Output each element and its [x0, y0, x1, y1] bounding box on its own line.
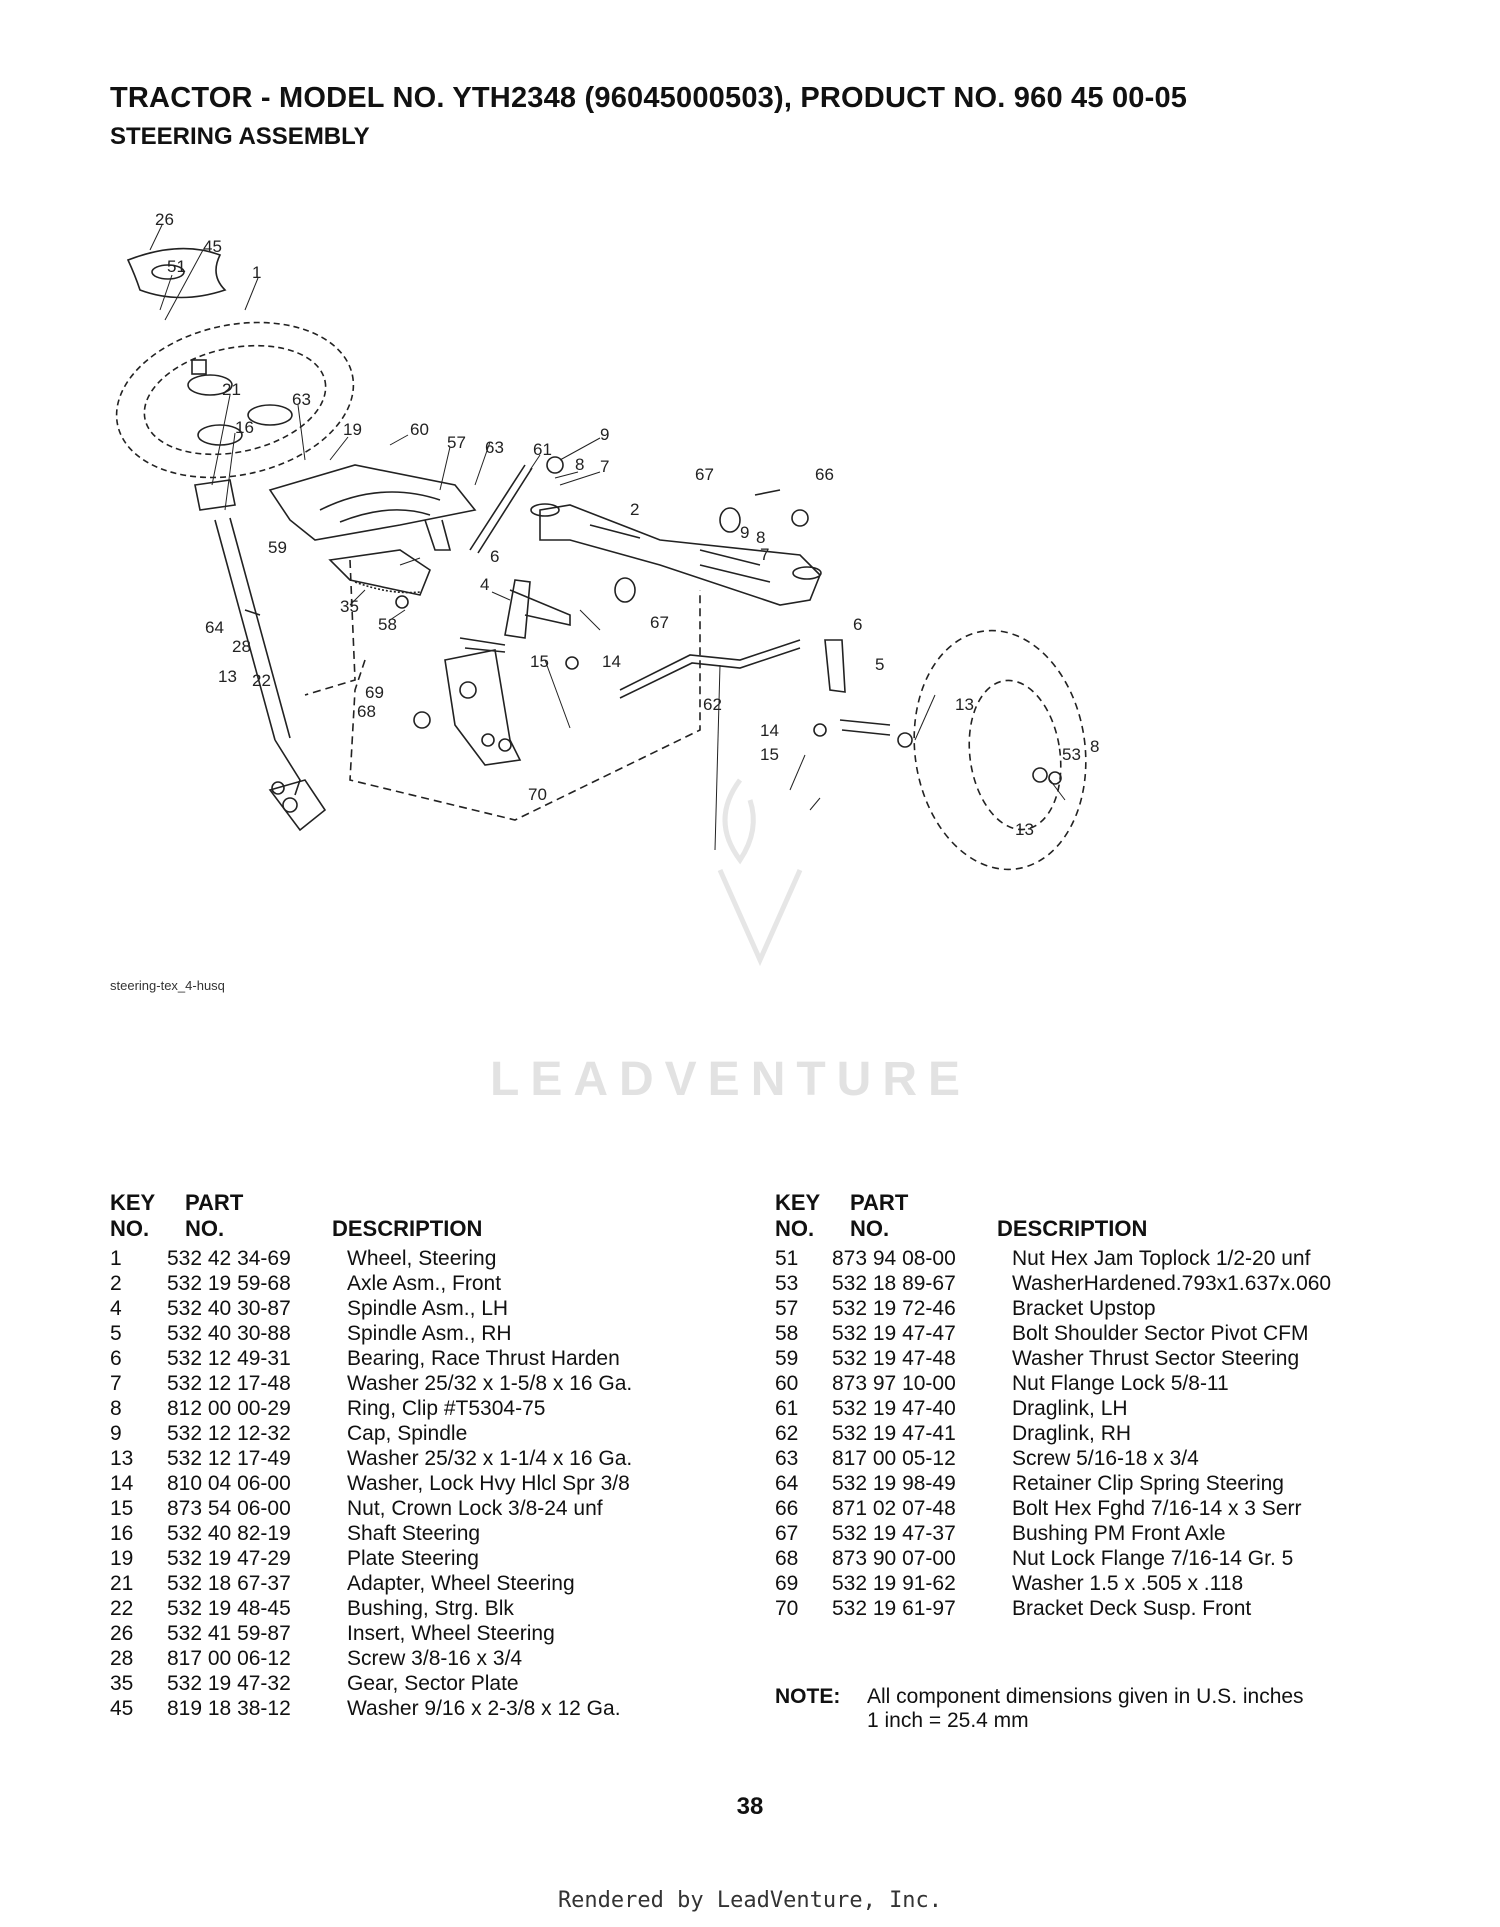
part-header-no: NO.: [185, 1216, 225, 1241]
key-no: 26: [110, 1622, 134, 1645]
part-no: 810 04 06-00: [167, 1472, 291, 1495]
key-no: 5: [110, 1322, 122, 1345]
part-no: 532 40 30-87: [167, 1297, 291, 1320]
part-no: 532 18 67-37: [167, 1572, 291, 1595]
key-header-no: NO.: [110, 1216, 150, 1241]
key-no: 66: [775, 1497, 799, 1520]
part-description: Insert, Wheel Steering: [347, 1622, 555, 1645]
page-title: TRACTOR - MODEL NO. YTH2348 (96045000503), PRODUCT NO. 960 45 00-05: [110, 82, 1188, 114]
callout: 22: [252, 671, 271, 690]
key-header: KEY: [110, 1190, 156, 1215]
part-description: Gear, Sector Plate: [347, 1672, 519, 1695]
part-no: 532 19 47-48: [832, 1347, 956, 1370]
part-no: 812 00 00-29: [167, 1397, 291, 1420]
note-line-2: 1 inch = 25.4 mm: [867, 1709, 1029, 1732]
callout: 13: [955, 695, 974, 714]
part-description: Nut, Crown Lock 3/8-24 unf: [347, 1497, 603, 1520]
part-header-no: NO.: [850, 1216, 890, 1241]
callout: 15: [530, 652, 549, 671]
callout: 59: [268, 538, 287, 557]
callout: 60: [410, 420, 429, 439]
callout: 13: [1015, 820, 1034, 839]
key-no: 63: [775, 1447, 799, 1470]
part-description: Retainer Clip Spring Steering: [1012, 1472, 1284, 1495]
part-description: Draglink, LH: [1012, 1397, 1128, 1420]
callout: 45: [203, 237, 222, 256]
watermark: LEADVENTURE: [490, 1053, 972, 1106]
part-no: 532 18 89-67: [832, 1272, 956, 1295]
callout: 67: [650, 613, 669, 632]
part-no: 532 19 91-62: [832, 1572, 956, 1595]
footer-credit: Rendered by LeadVenture, Inc.: [557, 1888, 943, 1913]
part-description: Bracket Upstop: [1012, 1297, 1156, 1320]
key-no: 57: [775, 1297, 799, 1320]
part-no: 873 90 07-00: [832, 1547, 956, 1570]
key-no: 58: [775, 1322, 799, 1345]
key-no: 35: [110, 1672, 134, 1695]
part-description: Washer 25/32 x 1-5/8 x 16 Ga.: [347, 1372, 633, 1395]
key-no: 19: [110, 1547, 134, 1570]
part-description: Spindle Asm., RH: [347, 1322, 512, 1345]
key-header: KEY: [775, 1190, 821, 1215]
part-description: Plate Steering: [347, 1547, 479, 1570]
part-no: 532 19 98-49: [832, 1472, 956, 1495]
key-no: 68: [775, 1547, 799, 1570]
part-no: 532 19 72-46: [832, 1297, 956, 1320]
callout: 6: [490, 547, 500, 566]
part-no: 532 19 61-97: [832, 1597, 956, 1620]
description-header: DESCRIPTION: [332, 1216, 483, 1241]
spindle-rh: [825, 640, 845, 692]
key-no: 1: [110, 1247, 122, 1270]
key-no: 15: [110, 1497, 134, 1520]
callout: 8: [1090, 737, 1100, 756]
key-no: 9: [110, 1422, 122, 1445]
part-no: 532 12 12-32: [167, 1422, 291, 1445]
part-description: Washer Thrust Sector Steering: [1012, 1347, 1300, 1370]
part-description: Draglink, RH: [1012, 1422, 1132, 1445]
callout: 2: [630, 500, 640, 519]
key-no: 4: [110, 1297, 122, 1320]
callout: 58: [378, 615, 397, 634]
key-no: 6: [110, 1347, 122, 1370]
callout: 63: [292, 390, 311, 409]
part-no: 873 97 10-00: [832, 1372, 956, 1395]
steering-assembly-diagram: [100, 210, 1400, 1040]
key-no: 45: [110, 1697, 134, 1720]
deck-bracket: [445, 650, 520, 765]
part-description: Nut Hex Jam Toplock 1/2-20 unf: [1012, 1247, 1311, 1270]
page-subtitle: STEERING ASSEMBLY: [110, 123, 370, 150]
part-no: 532 19 47-41: [832, 1422, 956, 1445]
part-no: 532 19 47-37: [832, 1522, 956, 1545]
callout: 8: [575, 455, 585, 474]
part-description: Spindle Asm., LH: [347, 1297, 509, 1320]
key-no: 70: [775, 1597, 799, 1620]
key-no: 21: [110, 1572, 134, 1595]
note-label: NOTE:: [775, 1685, 841, 1708]
part-description: Bracket Deck Susp. Front: [1012, 1597, 1252, 1620]
callout: 64: [205, 618, 224, 637]
part-description: Bolt Hex Fghd 7/16-14 x 3 Serr: [1012, 1497, 1302, 1520]
part-no: 817 00 06-12: [167, 1647, 291, 1670]
callout: 57: [447, 433, 466, 452]
part-description: Ring, Clip #T5304-75: [347, 1397, 546, 1420]
callout: 7: [600, 457, 610, 476]
callout: 51: [167, 257, 186, 276]
diagram-caption: steering-tex_4-husq: [110, 978, 225, 993]
draglink-rh: [620, 640, 800, 698]
callout: 68: [357, 702, 376, 721]
key-no: 53: [775, 1272, 799, 1295]
part-no: 873 54 06-00: [167, 1497, 291, 1520]
part-no: 532 19 48-45: [167, 1597, 291, 1620]
part-no: 532 12 17-48: [167, 1372, 291, 1395]
part-description: Washer 25/32 x 1-1/4 x 16 Ga.: [347, 1447, 633, 1470]
part-header: PART: [185, 1190, 244, 1215]
callout: 66: [815, 465, 834, 484]
part-description: Cap, Spindle: [347, 1422, 468, 1445]
key-no: 51: [775, 1247, 799, 1270]
callout: 26: [155, 210, 174, 229]
callout: 61: [533, 440, 552, 459]
callout: 9: [740, 523, 750, 542]
part-no: 532 40 82-19: [167, 1522, 291, 1545]
callout: 14: [602, 652, 621, 671]
steering-wheel: [102, 302, 368, 499]
key-no: 62: [775, 1422, 799, 1445]
key-no: 13: [110, 1447, 134, 1470]
description-header: DESCRIPTION: [997, 1216, 1148, 1241]
part-description: Bearing, Race Thrust Harden: [347, 1347, 620, 1370]
key-no: 61: [775, 1397, 799, 1420]
callout: 6: [853, 615, 863, 634]
part-description: Bushing PM Front Axle: [1012, 1522, 1226, 1545]
part-description: Washer 1.5 x .505 x .118: [1012, 1572, 1244, 1595]
callout: 7: [760, 545, 770, 564]
callout: 62: [703, 695, 722, 714]
part-description: Axle Asm., Front: [347, 1272, 502, 1295]
part-no: 532 40 30-88: [167, 1322, 291, 1345]
exploded-view: [100, 210, 1400, 1040]
callout: 9: [600, 425, 610, 444]
key-no: 16: [110, 1522, 134, 1545]
part-description: Wheel, Steering: [347, 1247, 497, 1270]
callout: 13: [218, 667, 237, 686]
key-no: 22: [110, 1597, 134, 1620]
part-no: 873 94 08-00: [832, 1247, 956, 1270]
front-axle: [540, 505, 820, 605]
key-header-no: NO.: [775, 1216, 815, 1241]
callout: 21: [222, 380, 241, 399]
key-no: 69: [775, 1572, 799, 1595]
part-no: 532 12 49-31: [167, 1347, 291, 1370]
part-description: WasherHardened.793x1.637x.060: [1012, 1272, 1332, 1295]
part-no: 532 19 47-32: [167, 1672, 291, 1695]
callout: 69: [365, 683, 384, 702]
part-description: Screw 5/16-18 x 3/4: [1012, 1447, 1199, 1470]
key-no: 7: [110, 1372, 122, 1395]
part-description: Washer 9/16 x 2-3/8 x 12 Ga.: [347, 1697, 621, 1720]
watermark-logo: [720, 780, 800, 960]
part-no: 532 19 47-29: [167, 1547, 291, 1570]
part-no: 532 41 59-87: [167, 1622, 291, 1645]
key-no: 2: [110, 1272, 122, 1295]
key-no: 14: [110, 1472, 134, 1495]
part-no: 817 00 05-12: [832, 1447, 956, 1470]
part-no: 532 19 47-47: [832, 1322, 956, 1345]
callout: 53: [1062, 745, 1081, 764]
callout: 70: [528, 785, 547, 804]
callout: 63: [485, 438, 504, 457]
callout: 28: [232, 637, 251, 656]
callout: 1: [252, 263, 262, 282]
spindle-lh: [505, 580, 530, 638]
key-no: 59: [775, 1347, 799, 1370]
callout: 15: [760, 745, 779, 764]
callout: 35: [340, 597, 359, 616]
sector-gear: [330, 550, 430, 595]
callout: 4: [480, 575, 490, 594]
part-description: Bolt Shoulder Sector Pivot CFM: [1012, 1322, 1309, 1345]
part-no: 819 18 38-12: [167, 1697, 291, 1720]
draglink-lh: [470, 465, 532, 553]
part-no: 871 02 07-48: [832, 1497, 956, 1520]
callout: 8: [756, 528, 766, 547]
key-no: 8: [110, 1397, 122, 1420]
note-line-1: All component dimensions given in U.S. inches: [867, 1685, 1304, 1708]
part-description: Washer, Lock Hvy Hlcl Spr 3/8: [347, 1472, 630, 1495]
part-no: 532 19 47-40: [832, 1397, 956, 1420]
key-no: 64: [775, 1472, 799, 1495]
part-no: 532 19 59-68: [167, 1272, 291, 1295]
key-no: 67: [775, 1522, 799, 1545]
part-description: Adapter, Wheel Steering: [347, 1572, 575, 1595]
part-description: Nut Flange Lock 5/8-11: [1012, 1372, 1229, 1395]
part-description: Screw 3/8-16 x 3/4: [347, 1647, 523, 1670]
key-no: 60: [775, 1372, 799, 1395]
part-no: 532 42 34-69: [167, 1247, 291, 1270]
callout: 14: [760, 721, 779, 740]
part-description: Bushing, Strg. Blk: [347, 1597, 514, 1620]
callout: 16: [235, 418, 254, 437]
callout: 19: [343, 420, 362, 439]
callout: 5: [875, 655, 885, 674]
callout: 67: [695, 465, 714, 484]
part-description: Nut Lock Flange 7/16-14 Gr. 5: [1012, 1547, 1294, 1570]
key-no: 28: [110, 1647, 134, 1670]
part-description: Shaft Steering: [347, 1522, 481, 1545]
page-number: 38: [736, 1793, 764, 1820]
part-header: PART: [850, 1190, 909, 1215]
part-no: 532 12 17-49: [167, 1447, 291, 1470]
